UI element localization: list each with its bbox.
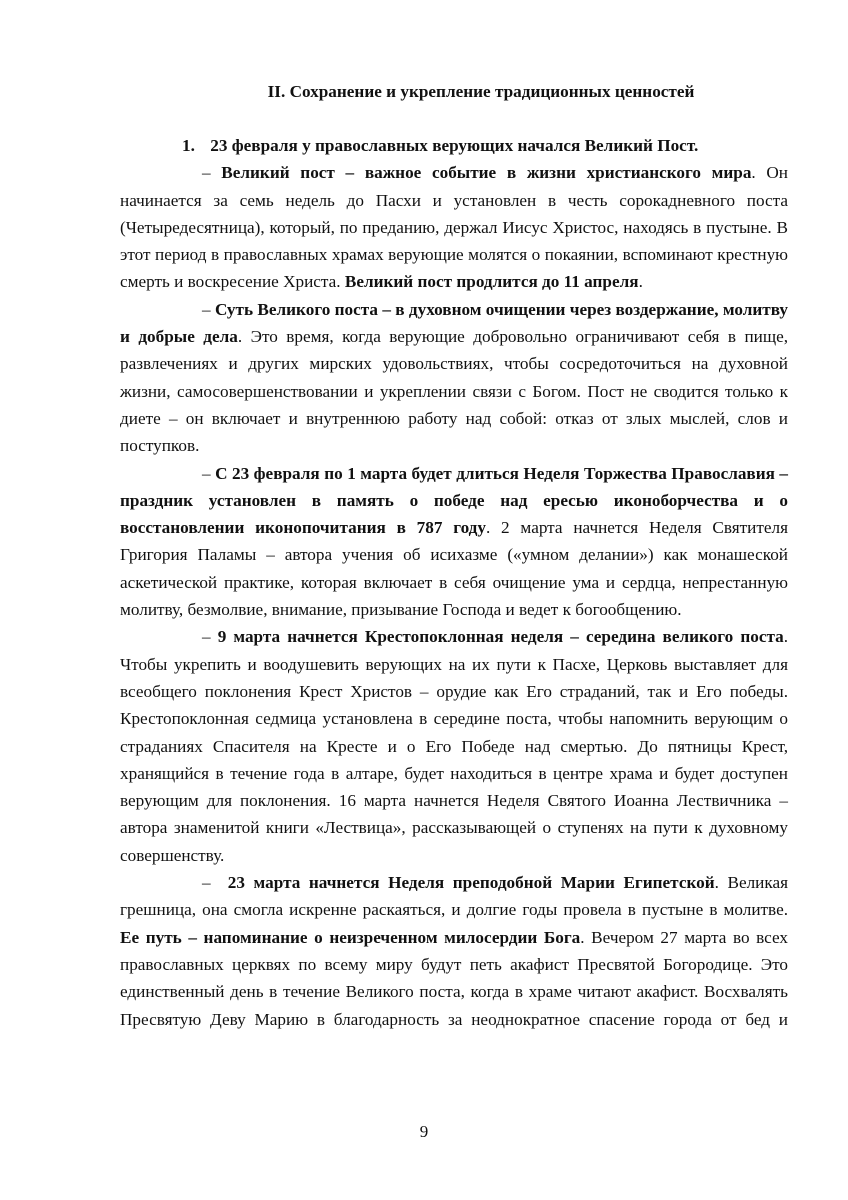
bold-lead: 23 марта начнется Неделя преподобной Марии Египетской — [227, 873, 715, 893]
paragraph-text: . Это время, когда верующие добровольно ограничивают себя в пище, развлечениях и других мирских удовольствиях, чтобы сосредоточиться на духовной жизни, самосовершенствовании и укреплении связи с Богом. Пост не сводится только к диете – он включает и внутреннюю работу над собой: отказ от злых мыслей, слов и поступков. — [120, 327, 789, 456]
bold-lead: 9 марта начнется Крестопоклонная неделя – середина великого поста — [217, 627, 784, 647]
bold-lead: Великий пост – важное событие в жизни христианского мира — [221, 163, 752, 183]
paragraph-2 — [120, 296, 788, 460]
item-number: 1. — [182, 136, 195, 155]
item-title-text: 23 февраля у православных верующих начался Великий Пост. — [210, 136, 699, 155]
section-heading: II. Сохранение и укрепление традиционных ценностей — [267, 82, 695, 101]
paragraph-dash: – — [202, 463, 216, 483]
paragraph-dash: – — [202, 627, 218, 647]
paragraph-text: . 2 марта начнется Неделя Святителя Григория Паламы – автора учения об исихазме («умном делании») как монашеской аскетической практике, которая включает в себя очищение ума и сердца, непрестанную молитву, безмолвие, внимание, призывание Господа и ведет к богообщению. — [120, 518, 788, 620]
paragraph-text-end: . — [638, 272, 643, 292]
spacer — [120, 105, 788, 132]
paragraph-4 — [120, 623, 788, 869]
paragraph-text: . Чтобы укрепить и воодушевить верующих на их пути к Пасхе, Церковь выставляет для всеобщего поклонения Крест Христов – орудие как Его страданий, так и Его победы. Крестопоклонная седмица установлена в середине поста, чтобы напомнить верующим о страданиях Спасителя на Кресте и о Его Победе над смертью. До пятницы Крест, хранящийся в течение года в алтаре, будет находиться в центре храма и будет доступен верующим для поклонения. 16 марта начнется Неделя Святого Иоанна Лествичника – автора знаменитой книги «Лествица», рассказывающей о ступенях на пути к духовному совершенству. — [120, 627, 789, 865]
paragraph-5 — [120, 869, 788, 1033]
bold-lead: С 23 февраля по 1 марта будет длиться Неделя Торжества Православия – праздник установлен в память о победе над ересью иконоборчества и о восстановлении иконопочитания в 787 году — [120, 463, 789, 538]
page-number: 9 — [419, 1122, 429, 1141]
paragraph-text-end: . Вечером 27 марта во всех православных церквях по всему миру будут петь акафист Пресвятой Богородице. Это единственный день в течение Великого поста, когда в храме читают акафист. Восхвалять Пресвятую Деву Марию в благодарность за неоднократное спасение города от бед и — [120, 927, 788, 1029]
paragraph-1 — [120, 159, 788, 295]
bold-lead: Суть Великого поста – в духовном очищении через воздержание, молитву и добрые дела — [120, 299, 789, 347]
paragraph-text: . Великая грешница, она смогла искренне раскаяться, и долгие годы провела в пустыне в молитве. — [120, 873, 789, 920]
paragraph-dash: – — [202, 163, 222, 183]
paragraph-dash: – — [202, 299, 215, 319]
bold-emphasis: Ее путь – напоминание о неизреченном милосердии Бога — [120, 927, 581, 947]
paragraph-3 — [120, 460, 788, 624]
paragraph-text: . Он начинается за семь недель до Пасхи и установлен в честь сорокадневного поста (Четыредесятница), который, по преданию, держал Иисус Христос, находясь в пустыне. В этот период в православных храмах верующие молятся о покаянии, вспоминают крестную смерть и воскресение Христа. — [120, 163, 789, 292]
numbered-item-title — [120, 132, 788, 159]
paragraph-dash: – — [202, 873, 228, 893]
bold-emphasis: Великий пост продлится до 11 апреля — [344, 272, 639, 292]
page-content — [120, 78, 788, 1033]
